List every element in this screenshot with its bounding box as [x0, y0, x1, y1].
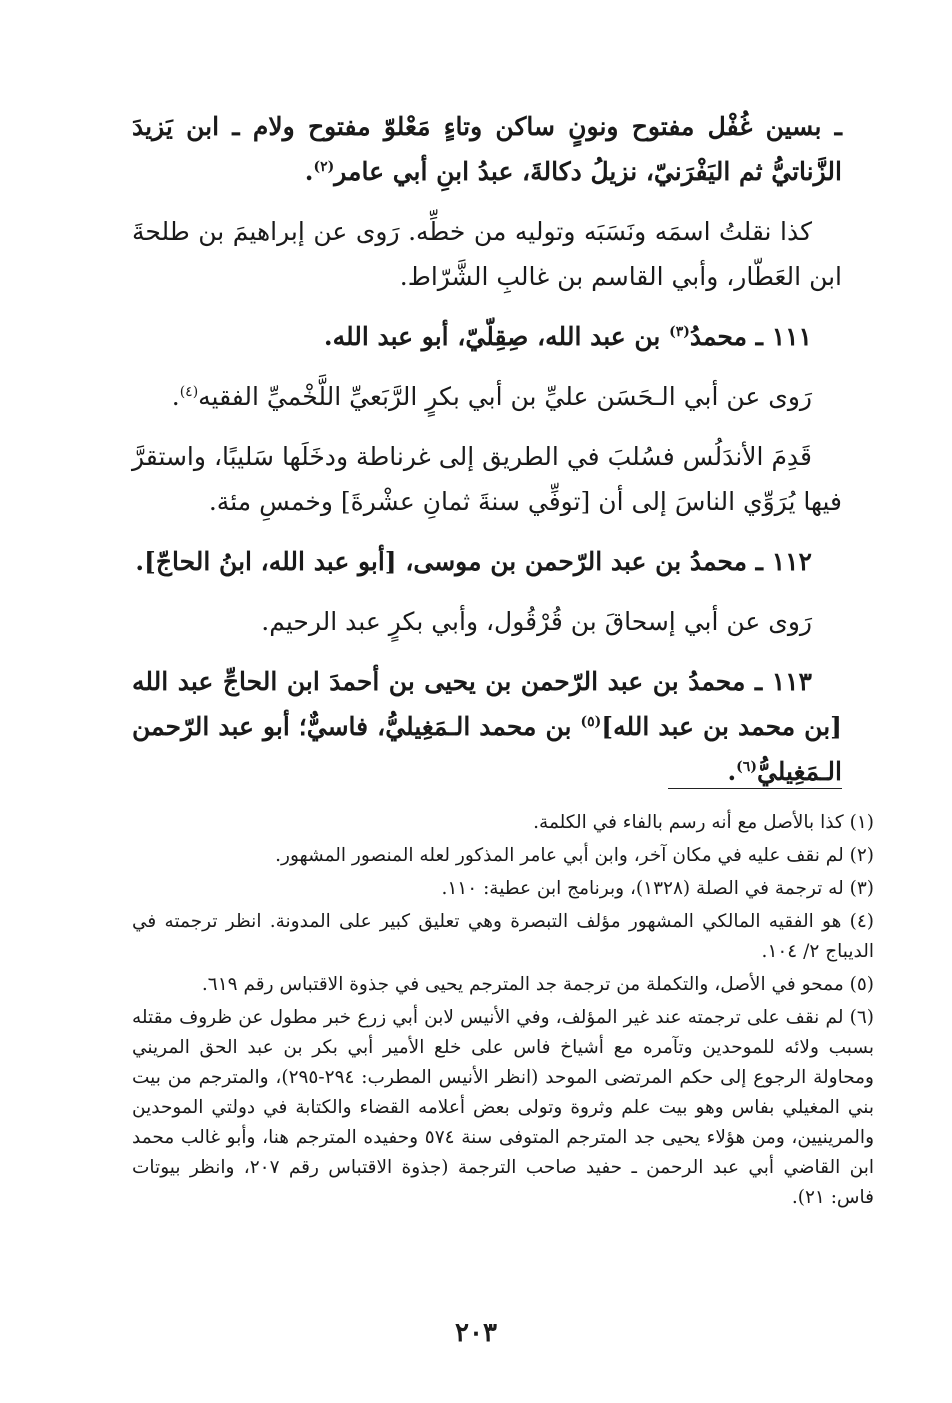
- footnote-separator: [668, 788, 842, 789]
- footnote-ref-4: (٤): [179, 384, 199, 400]
- entry-113: [132, 659, 842, 794]
- paragraph-1: [132, 104, 842, 194]
- page-number: ٢٠٣: [455, 1318, 497, 1348]
- entry-111-rest: بن عبد الله، صِقِلّيّ، أبو عبد الله.: [323, 322, 670, 351]
- paragraph-1-end: .: [304, 157, 314, 186]
- footnote-ref-5: (٥): [580, 714, 602, 730]
- paragraph-4: [132, 374, 842, 419]
- footnote-6: (٦) لم نقف على ترجمته عند غير المؤلف، وفي الأنيس لابن أبي زرع خبر مطول عن ظروف مقتله بسبب ولائه للموحدين وتآمره مع أشياخ فاس على خلع الأمير أبي بكر بن عبد الحق المريني ومحاولة الرجوع إلى حكم المرتضى الموحد (انظر الأنيس المطرب: ٢٩٤-٢٩٥)، والمترجم من بيت بني المغيلي بفاس وهو بيت علم وثروة وتولى بعض أعلامه القضاء والكتابة في دولتي الموحدين والمرينيين، ومن هؤلاء يحيى جد المترجم المتوفى سنة ٥٧٤ وحفيده المترجم هنا، وأبو غالب محمد ابن القاضي أبي عبد الرحمن ـ حفيد صاحب الترجمة (جذوة الاقتباس رقم ٢٠٧، وانظر بيوتات فاس: ٢١).: [132, 1007, 874, 1208]
- paragraph-2: كذا نقلتُ اسمَه ونَسَبَه وتوليه من خطِّه. رَوى عن إبراهيمَ بن طلحةَ ابن العَطّار، وأبي القاسم بن غالبِ الشَّرّاط.: [132, 217, 842, 291]
- footnote-1: (١) كذا بالأصل مع أنه رسم بالفاء في الكلمة.: [533, 812, 874, 833]
- footnote-ref-3: (٣): [669, 324, 690, 340]
- entry-113-rest: بن محمد الـمَغِيليُّ، فاسيٌّ؛ أبو عبد الرّحمن الـمَغِيليُّ: [132, 712, 842, 786]
- footnote-4: (٤) هو الفقيه المالكي المشهور مؤلف التبصرة وهي تعليق كبير على المدونة. انظر ترجمته في الديباج ٢/ ١٠٤.: [132, 911, 875, 962]
- footnote-ref-2: (٢): [313, 159, 335, 175]
- paragraph-4-text: رَوى عن أبي الـحَسَن عليِّ بن أبي بكرٍ الرَّبَعيِّ اللَّخْميِّ الفقيه: [198, 382, 812, 411]
- entry-111-head: ١١١ ـ محمدُ: [689, 322, 812, 351]
- entry-111: [132, 314, 842, 359]
- paragraph-5: قَدِمَ الأندَلُس فسُلبَ في الطريق إلى غرناطة ودخَلَها سَليبًا، واستقرَّ فيها يُرَوِّي الناسَ إلى أن [توفِّي سنةَ ثمانِ عشْرةَ] وخمسِ مئة.: [132, 442, 842, 516]
- footnote-2: (٢) لم نقف عليه في مكان آخر، وابن أبي عامر المذكور لعله المنصور المشهور.: [275, 845, 874, 866]
- entry-112: ١١٢ ـ محمدُ بن عبد الرّحمن بن موسى، [أبو عبد الله، ابنُ الحاجّ].: [135, 547, 812, 576]
- main-text: [132, 104, 842, 809]
- entry-113-end: .: [727, 757, 737, 786]
- footnote-5: (٥) ممحو في الأصل، والتكملة من ترجمة جد المترجم يحيى في جذوة الاقتباس رقم ٦١٩.: [201, 974, 874, 995]
- paragraph-4-end: .: [171, 382, 180, 411]
- entry-113-head: ١١٣ ـ محمدُ بن عبد الرّحمن بن يحيى بن أحمدَ ابن الحاجِّ عبد الله [بن محمد بن عبد الله]: [132, 667, 842, 741]
- footnotes: [132, 808, 874, 1216]
- footnote-3: (٣) له ترجمة في الصلة (١٣٢٨)، وبرنامج ابن عطية: ١١٠.: [441, 878, 874, 899]
- footnote-ref-6: (٦): [736, 759, 757, 775]
- paragraph-1-text: ـ بسين غُفْل مفتوح ونونٍ ساكن وتاءٍ مَعْلوّ مفتوح ولام ـ ابن يَزيدَ الزَّناتيُّ ثم اليَفْرَنيّ، نزيلُ دكالةَ، عبدُ ابنِ أبي عامر: [132, 112, 842, 186]
- paragraph-7: رَوى عن أبي إسحاقَ بن قُرْقُول، وأبي بكرٍ عبد الرحيم.: [261, 607, 812, 636]
